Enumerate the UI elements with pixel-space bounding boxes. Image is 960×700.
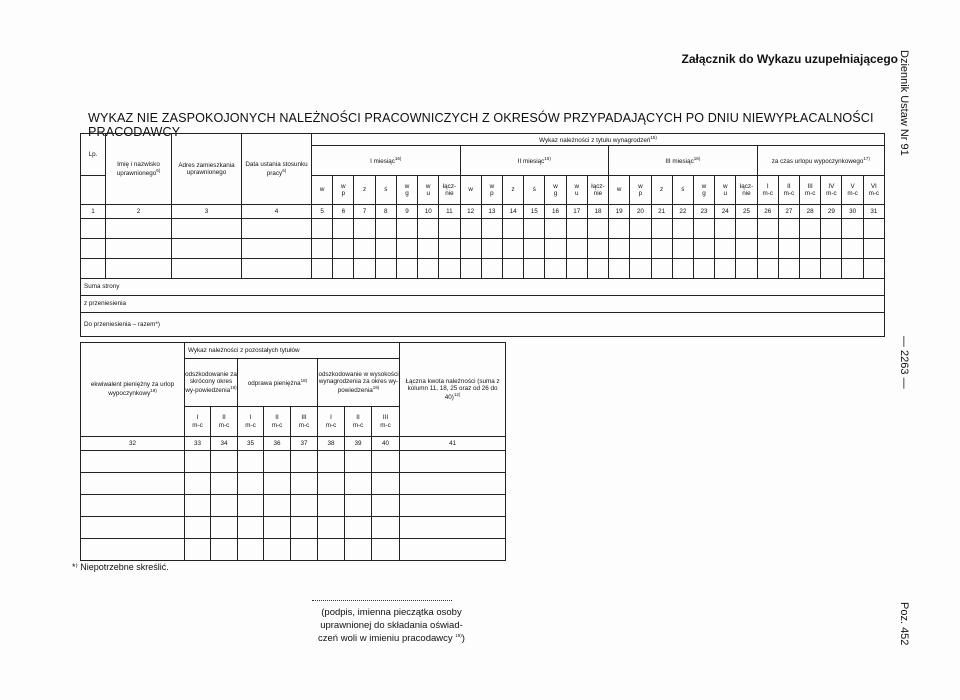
subheader-cell: w xyxy=(460,176,481,205)
column-number: 2 xyxy=(106,205,172,219)
table-cell xyxy=(106,259,172,279)
column-number: 28 xyxy=(800,205,821,219)
table-cell xyxy=(757,219,778,239)
table-cell xyxy=(460,259,481,279)
table-cell xyxy=(566,259,587,279)
table-cell xyxy=(81,473,185,495)
table-cell xyxy=(172,239,242,259)
table-cell xyxy=(460,239,481,259)
table-cell xyxy=(242,239,312,259)
subheader-cell: w g xyxy=(396,176,417,205)
column-number: 37 xyxy=(291,437,318,451)
table-cell xyxy=(211,451,238,473)
table-cell xyxy=(185,451,211,473)
table-cell xyxy=(372,473,400,495)
subheader-cell: ś xyxy=(524,176,545,205)
column-number: 8 xyxy=(375,205,396,219)
table-cell xyxy=(354,219,375,239)
table-cell xyxy=(318,473,345,495)
column-number: 27 xyxy=(778,205,799,219)
header-month-1: I miesiąc$^{16)}$ xyxy=(312,146,461,176)
footnote: *⁾ Niepotrzebne skreślić. xyxy=(72,562,169,572)
subheader-cell: w u xyxy=(715,176,736,205)
table-cell xyxy=(757,259,778,279)
column-number: 25 xyxy=(736,205,757,219)
table-cell xyxy=(821,259,842,279)
table-cell xyxy=(345,451,372,473)
column-number: 17 xyxy=(566,205,587,219)
table-cell xyxy=(185,517,211,539)
header-other-group: Wykaz należności z pozostałych tytułów xyxy=(185,343,400,359)
table-cell xyxy=(333,219,354,239)
table-cell xyxy=(524,259,545,279)
table-cell xyxy=(502,259,523,279)
subheader-cell: w xyxy=(609,176,630,205)
subheader-cell: w g xyxy=(545,176,566,205)
row-page-sum: Suma strony xyxy=(81,279,885,296)
table-cell xyxy=(502,219,523,239)
table-cell xyxy=(81,539,185,561)
table-cell xyxy=(396,259,417,279)
table-cell xyxy=(312,259,333,279)
subheader-cell: V m-c xyxy=(842,176,863,205)
column-number: 5 xyxy=(312,205,333,219)
table-cell xyxy=(693,239,714,259)
table-cell xyxy=(333,239,354,259)
column-number: 15 xyxy=(524,205,545,219)
column-number: 34 xyxy=(211,437,238,451)
subheader-cell: I m-c xyxy=(757,176,778,205)
header-wage-compensation: odszkodowanie w wysokości wynagrodzenia za okres wy-powiedzenia$^{19)}$ xyxy=(318,359,400,407)
column-number: 13 xyxy=(481,205,502,219)
annex-title: Załącznik do Wykazu uzupełniającego xyxy=(681,52,898,66)
subheader-cell: III m-c xyxy=(291,407,318,437)
table-cell xyxy=(242,219,312,239)
table-cell xyxy=(630,239,651,259)
position-label: Poz. 452 xyxy=(898,602,910,646)
table-cell xyxy=(715,239,736,259)
column-number: 40 xyxy=(372,437,400,451)
table-cell xyxy=(400,495,506,517)
column-number: 24 xyxy=(715,205,736,219)
table-cell xyxy=(345,539,372,561)
table-cell xyxy=(264,495,291,517)
table-cell xyxy=(439,219,460,239)
table-cell xyxy=(418,219,439,239)
table-cell xyxy=(318,517,345,539)
table-cell xyxy=(291,495,318,517)
table-cell xyxy=(736,239,757,259)
table-cell xyxy=(609,239,630,259)
subheader-cell: II m-c xyxy=(345,407,372,437)
subheader-cell: III m-c xyxy=(372,407,400,437)
table-cell xyxy=(372,517,400,539)
subheader-cell: I m-c xyxy=(185,407,211,437)
subheader-cell: łącz- nie xyxy=(736,176,757,205)
column-number: 4 xyxy=(242,205,312,219)
row-carried-out: Do przeniesienia – razem*) xyxy=(81,313,885,337)
column-number: 11 xyxy=(439,205,460,219)
table-cell xyxy=(609,259,630,279)
table-cell xyxy=(800,239,821,259)
column-number: 33 xyxy=(185,437,211,451)
table-cell xyxy=(238,495,264,517)
column-number: 41 xyxy=(400,437,506,451)
table-cell xyxy=(396,219,417,239)
table-cell xyxy=(481,219,502,239)
column-number: 35 xyxy=(238,437,264,451)
table-cell xyxy=(502,239,523,259)
table-cell xyxy=(400,451,506,473)
table-cell xyxy=(842,219,863,239)
column-number: 23 xyxy=(693,205,714,219)
table-cell xyxy=(587,239,608,259)
column-number: 30 xyxy=(842,205,863,219)
table-cell xyxy=(372,539,400,561)
table-cell xyxy=(545,259,566,279)
column-number: 22 xyxy=(672,205,693,219)
table-cell xyxy=(778,219,799,239)
table-cell xyxy=(354,239,375,259)
subheader-cell: ś xyxy=(375,176,396,205)
table-cell xyxy=(291,473,318,495)
column-number: 39 xyxy=(345,437,372,451)
table-cell xyxy=(672,259,693,279)
subheader-cell: w p xyxy=(333,176,354,205)
subheader-cell: w xyxy=(312,176,333,205)
table-cell xyxy=(81,219,106,239)
table-cell xyxy=(418,239,439,259)
header-severance-pay: odprawa pieniężna$^{18)}$ xyxy=(238,359,318,407)
table-cell xyxy=(318,451,345,473)
table-cell xyxy=(211,495,238,517)
header-total-amount: Łączna kwota należności (suma z kolumn 11, 18, 25 oraz od 26 do 40)$^{12)}$ xyxy=(400,343,506,437)
table-cell xyxy=(318,539,345,561)
table-cell xyxy=(81,259,106,279)
table-cell xyxy=(672,219,693,239)
column-number: 1 xyxy=(81,205,106,219)
table-cell xyxy=(800,259,821,279)
journal-label: Dziennik Ustaw Nr 91 xyxy=(898,50,910,156)
subheader-cell: łącz- nie xyxy=(587,176,608,205)
table-cell xyxy=(238,451,264,473)
table-cell xyxy=(312,239,333,259)
header-name: Imię i nazwisko uprawnionego$^{6)}$ xyxy=(106,134,172,205)
table-cell xyxy=(81,451,185,473)
table-cell xyxy=(318,495,345,517)
table-cell xyxy=(291,539,318,561)
table-cell xyxy=(736,259,757,279)
subheader-cell: w u xyxy=(566,176,587,205)
table-cell xyxy=(211,473,238,495)
header-address: Adres zamieszkania uprawnionego xyxy=(172,134,242,205)
other-claims-table xyxy=(80,342,886,561)
header-wages-group: Wykaz należności z tytułu wynagrodzeń$^{15)}$ xyxy=(312,134,885,146)
subheader-cell: w u xyxy=(418,176,439,205)
column-number: 29 xyxy=(821,205,842,219)
table-cell xyxy=(778,239,799,259)
table-cell xyxy=(375,239,396,259)
table-cell xyxy=(354,259,375,279)
column-number: 3 xyxy=(172,205,242,219)
table-cell xyxy=(81,495,185,517)
table-cell xyxy=(264,451,291,473)
table-cell xyxy=(238,539,264,561)
table-cell xyxy=(693,259,714,279)
table-cell xyxy=(400,539,506,561)
table-cell xyxy=(106,239,172,259)
table-cell xyxy=(587,259,608,279)
column-number: 9 xyxy=(396,205,417,219)
subheader-cell: w g xyxy=(693,176,714,205)
table-cell xyxy=(651,239,672,259)
table-cell xyxy=(372,451,400,473)
table-cell xyxy=(863,219,884,239)
table-cell xyxy=(821,239,842,259)
column-number: 32 xyxy=(81,437,185,451)
table-cell xyxy=(242,259,312,279)
table-cell xyxy=(863,239,884,259)
subheader-cell: VI m-c xyxy=(863,176,884,205)
header-notice-compensation: odszkodowanie za skrócony okres wy-powiedzenia$^{18)}$ xyxy=(185,359,238,407)
column-number: 16 xyxy=(545,205,566,219)
subheader-cell: ś xyxy=(672,176,693,205)
table-cell xyxy=(693,219,714,239)
subheader-cell: III m-c xyxy=(800,176,821,205)
subheader-cell: z xyxy=(354,176,375,205)
table-cell xyxy=(400,517,506,539)
table-cell xyxy=(238,473,264,495)
column-number: 12 xyxy=(460,205,481,219)
subheader-cell: w p xyxy=(630,176,651,205)
header-month-2: II miesiąc$^{16)}$ xyxy=(460,146,609,176)
header-equivalent: ekwiwalent pieniężny za urlop wypoczynkowy$^{18)}$ xyxy=(81,343,185,437)
table-cell xyxy=(264,517,291,539)
table-cell xyxy=(375,259,396,279)
table-cell xyxy=(291,517,318,539)
table-cell xyxy=(238,517,264,539)
table-cell xyxy=(211,539,238,561)
claims-table xyxy=(80,133,885,337)
table-cell xyxy=(185,495,211,517)
table-cell xyxy=(800,219,821,239)
row-carried-in: z przeniesienia xyxy=(81,296,885,313)
table-cell xyxy=(587,219,608,239)
table-cell xyxy=(566,219,587,239)
signature-caption: (podpis, imienna pieczątka osoby uprawnionej do składania oświad- czeń woli w imieniu pracodawcy $^{19)}$) xyxy=(318,607,465,644)
table-cell xyxy=(375,219,396,239)
table-cell xyxy=(439,259,460,279)
table-cell xyxy=(757,239,778,259)
document-title: WYKAZ NIE ZASPOKOJONYCH NALEŻNOŚCI PRACOWNICZYCH Z OKRESÓW PRZYPADAJĄCYCH PO DNIU NIEWYPŁACALNOŚCI PRACODAWCY xyxy=(88,111,874,139)
table-cell xyxy=(460,219,481,239)
table-cell xyxy=(345,517,372,539)
table-cell xyxy=(211,517,238,539)
table-cell xyxy=(345,473,372,495)
table-cell xyxy=(264,539,291,561)
subheader-cell: I m-c xyxy=(318,407,345,437)
subheader-cell: łącz- nie xyxy=(439,176,460,205)
column-number: 14 xyxy=(502,205,523,219)
subheader-cell: z xyxy=(502,176,523,205)
blank-area xyxy=(506,343,886,495)
table-cell xyxy=(439,239,460,259)
header-month-3: III miesiąc$^{16)}$ xyxy=(609,146,758,176)
table-cell xyxy=(372,495,400,517)
table-cell xyxy=(185,539,211,561)
column-number: 10 xyxy=(418,205,439,219)
signature-line xyxy=(312,600,452,601)
subheader-cell: w p xyxy=(481,176,502,205)
table-cell xyxy=(736,219,757,239)
column-number: 18 xyxy=(587,205,608,219)
table-cell xyxy=(630,259,651,279)
column-number: 38 xyxy=(318,437,345,451)
table-cell xyxy=(418,259,439,279)
subheader-cell: z xyxy=(651,176,672,205)
table-cell xyxy=(291,451,318,473)
table-cell xyxy=(172,259,242,279)
table-cell xyxy=(185,473,211,495)
column-number: 20 xyxy=(630,205,651,219)
subheader-cell: II m-c xyxy=(264,407,291,437)
table-cell xyxy=(609,219,630,239)
column-number: 26 xyxy=(757,205,778,219)
table-cell xyxy=(106,219,172,239)
table-cell xyxy=(524,219,545,239)
table-cell xyxy=(396,239,417,259)
table-cell xyxy=(172,219,242,239)
header-end-date: Data ustania stosunku pracy$^{6)}$ xyxy=(242,134,312,205)
table-cell xyxy=(566,239,587,259)
table-cell xyxy=(264,473,291,495)
table-cell xyxy=(81,239,106,259)
table-cell xyxy=(312,219,333,239)
table-cell xyxy=(481,259,502,279)
column-number: 31 xyxy=(863,205,884,219)
table-cell xyxy=(863,259,884,279)
table-cell xyxy=(821,219,842,239)
table-cell xyxy=(672,239,693,259)
table-cell xyxy=(842,239,863,259)
subheader-cell: IV m-c xyxy=(821,176,842,205)
table-cell xyxy=(842,259,863,279)
table-cell xyxy=(81,517,185,539)
table-cell xyxy=(333,259,354,279)
page-number: — 2263 — xyxy=(898,336,910,389)
table-cell xyxy=(715,219,736,239)
header-lp: Lp. xyxy=(81,134,106,176)
column-number: 19 xyxy=(609,205,630,219)
column-number: 21 xyxy=(651,205,672,219)
table-cell xyxy=(651,259,672,279)
table-cell xyxy=(778,259,799,279)
subheader-cell: II m-c xyxy=(211,407,238,437)
table-cell xyxy=(630,219,651,239)
table-cell xyxy=(715,259,736,279)
table-cell xyxy=(400,473,506,495)
column-number: 7 xyxy=(354,205,375,219)
subheader-cell: II m-c xyxy=(778,176,799,205)
table-cell xyxy=(545,219,566,239)
column-number: 6 xyxy=(333,205,354,219)
table-cell xyxy=(481,239,502,259)
header-lp-blank xyxy=(81,176,106,205)
table-cell xyxy=(524,239,545,259)
subheader-cell: I m-c xyxy=(238,407,264,437)
table-cell xyxy=(651,219,672,239)
table-cell xyxy=(545,239,566,259)
table-cell xyxy=(345,495,372,517)
column-number: 36 xyxy=(264,437,291,451)
header-vacation: za czas urlopu wypoczynkowego$^{17)}$ xyxy=(757,146,884,176)
